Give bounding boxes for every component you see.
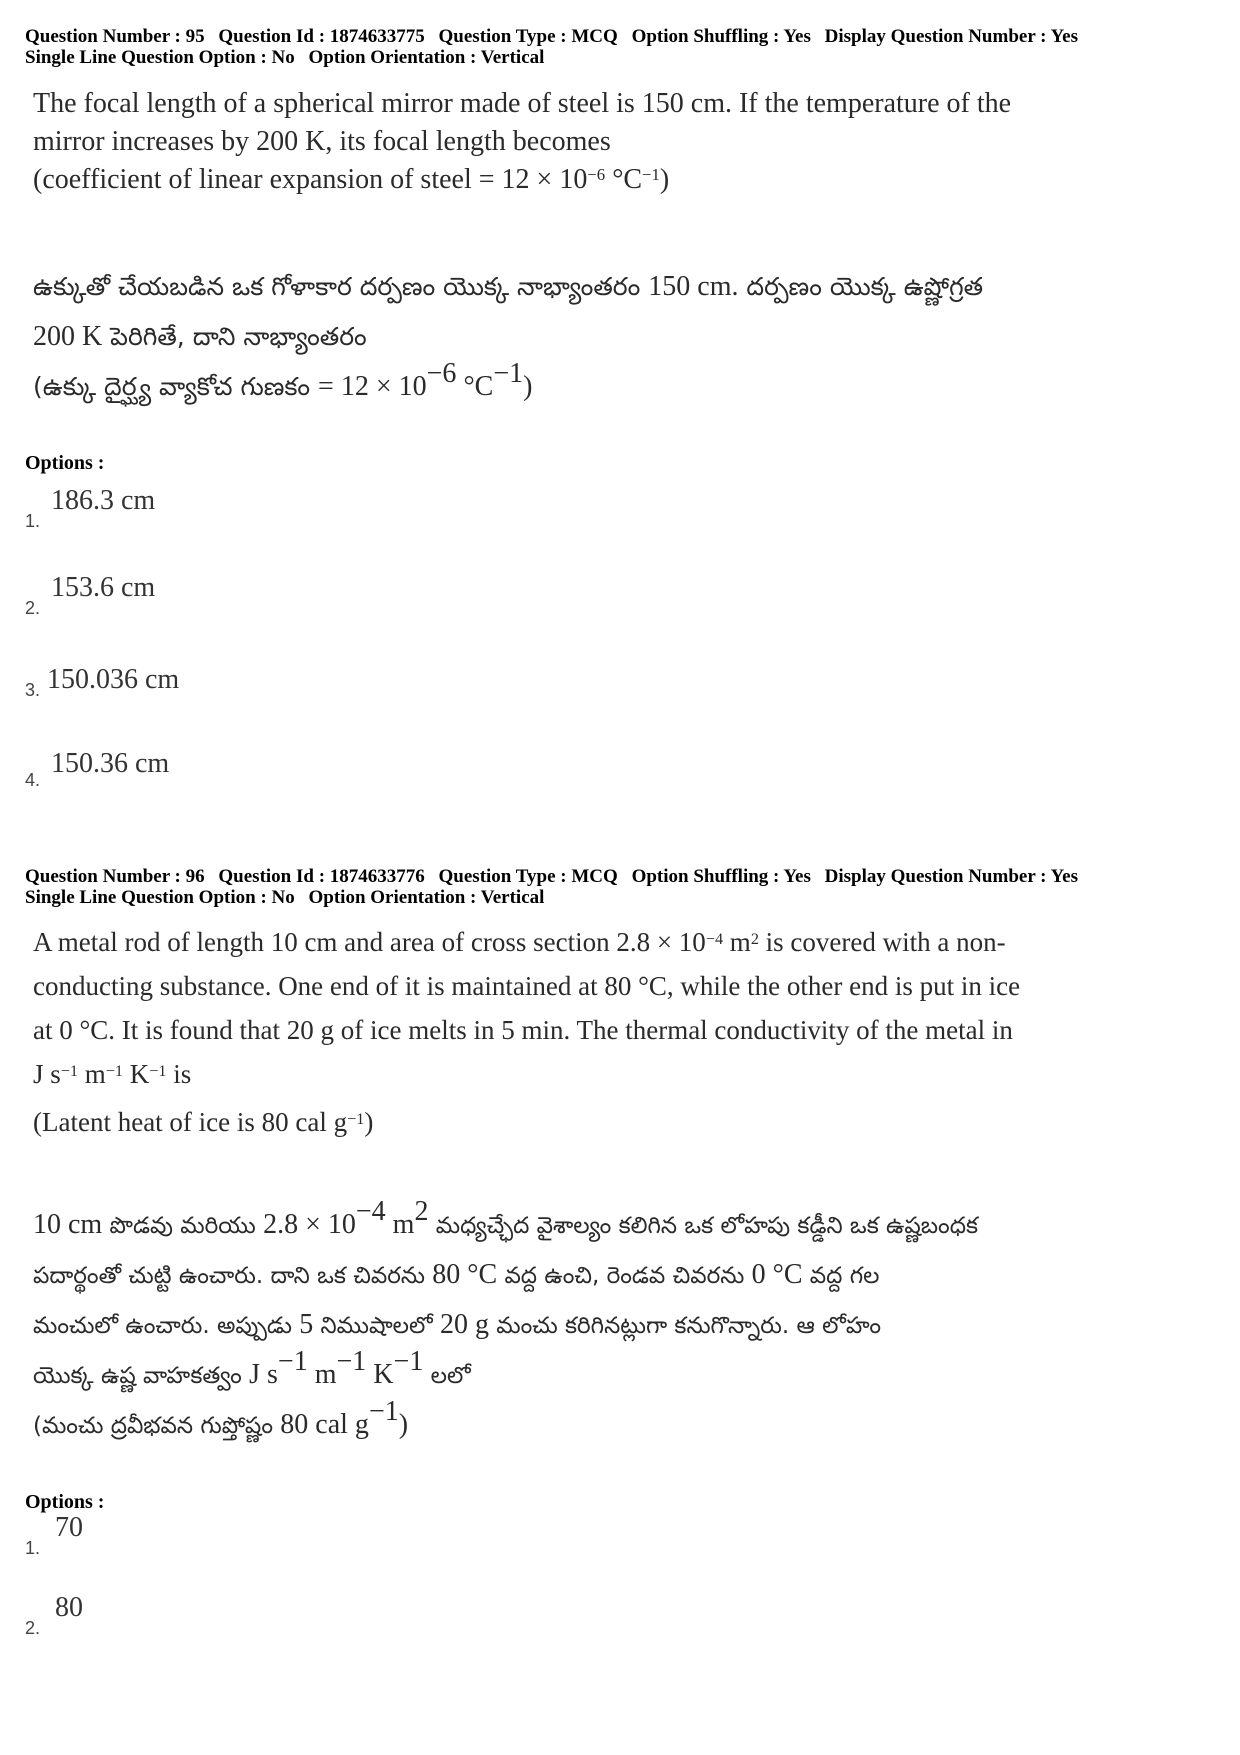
question-id: Question Id : 1874633775	[218, 26, 425, 47]
question-line: mirror increases by 200 K, its focal length becomes	[33, 126, 611, 157]
option-value: 80	[55, 1592, 83, 1623]
question-number: Question Number : 96	[25, 866, 205, 887]
question-line: 10 cm పొడవు మరియు $2.8 \times 10^{-4}$ $m^2$ మధ్యచ్ఛేద వైశాల్యం కలిగిన ఒక లోహపు కడ్డీని ఒక ఉష్ణబంధక	[33, 1196, 978, 1240]
question-96-english-text	[33, 920, 1020, 1144]
question-line: (coefficient of linear expansion of steel = $12 \times 10^{-6}$ $^\circ C^{-1}$)	[33, 164, 670, 195]
option-value: 70	[55, 1512, 83, 1543]
option-number: 4.	[25, 770, 41, 790]
question-95-meta-line-1	[25, 26, 1087, 47]
question-line: (మంచు ద్రవీభవన గుప్తోష్ణం 80 cal $g^{-1}$)	[33, 1396, 409, 1440]
option-value: 153.6 cm	[51, 572, 156, 603]
question-line: (ఉక్కు దైర్ఘ్య వ్యాకోచ గుణకం = $12 \times 10^{-6}$ $^\circ C^{-1}$)	[33, 358, 533, 402]
option-number: 1.	[25, 511, 41, 531]
question-line: at 0 °C. It is found that 20 g of ice melts in 5 min. The thermal conductivity of the metal in	[33, 1015, 1013, 1045]
option-number: 3.	[25, 680, 41, 700]
question-line: పదార్థంతో చుట్టి ఉంచారు. దాని ఒక చివరను 80 °C వద్ద ఉంచి, రెండవ చివరను 0 °C వద్ద గల	[33, 1259, 880, 1290]
option-shuffling: Option Shuffling : Yes	[631, 26, 811, 47]
question-line: A metal rod of length 10 cm and area of cross section $2.8 \times 10^{-4}$ $m^2$ is covered with a non-	[33, 927, 1006, 957]
question-line: (Latent heat of ice is 80 cal $g^{-1}$)	[33, 1107, 374, 1137]
options-label: Options :	[25, 1491, 105, 1513]
single-line-option: Single Line Question Option : No	[25, 887, 295, 908]
option-number: 2.	[25, 1618, 41, 1638]
question-96-meta-line-2	[25, 887, 553, 908]
question-line: The focal length of a spherical mirror made of steel is 150 cm. If the temperature of the	[33, 88, 1012, 119]
options-label: Options :	[25, 452, 105, 474]
option-number: 1.	[25, 1538, 41, 1558]
display-question-number: Display Question Number : Yes	[824, 26, 1078, 47]
question-95-telugu-text	[33, 262, 983, 412]
question-number: Question Number : 95	[25, 26, 205, 47]
single-line-option: Single Line Question Option : No	[25, 47, 295, 68]
option-value: 150.036 cm	[47, 664, 180, 695]
option-orientation: Option Orientation : Vertical	[308, 887, 545, 908]
question-line: యొక్క ఉష్ణ వాహకత్వం J $s^{-1}$ $m^{-1}$ $K^{-1}$ లలో	[33, 1346, 471, 1390]
option-shuffling: Option Shuffling : Yes	[631, 866, 811, 887]
question-line: conducting substance. One end of it is maintained at 80 °C, while the other end is put in ice	[33, 971, 1021, 1001]
question-line: J $s^{-1}$ $m^{-1}$ $K^{-1}$ is	[33, 1059, 192, 1089]
question-line: ఉక్కుతో చేయబడిన ఒక గోళాకార దర్పణం యొక్క నాభ్యాంతరం 150 cm. దర్పణం యొక్క ఉష్ణోగ్రత	[33, 271, 984, 302]
question-line: 200 K పెరిగితే, దాని నాభ్యాంతరం	[33, 321, 367, 352]
question-line: మంచులో ఉంచారు. అప్పుడు 5 నిముషాలలో 20 g మంచు కరిగినట్లుగా కనుగొన్నారు. ఆ లోహం	[33, 1309, 881, 1340]
question-type: Question Type : MCQ	[438, 26, 618, 47]
option-value: 186.3 cm	[51, 485, 156, 516]
option-orientation: Option Orientation : Vertical	[308, 47, 545, 68]
option-number: 2.	[25, 598, 41, 618]
display-question-number: Display Question Number : Yes	[824, 866, 1078, 887]
option-value: 150.36 cm	[51, 748, 170, 779]
question-95-english-text	[33, 85, 1011, 199]
question-96-meta-line-1	[25, 866, 1087, 887]
question-95-meta-line-2	[25, 47, 553, 68]
question-type: Question Type : MCQ	[438, 866, 618, 887]
question-96-telugu-text	[33, 1196, 978, 1450]
question-id: Question Id : 1874633776	[218, 866, 425, 887]
